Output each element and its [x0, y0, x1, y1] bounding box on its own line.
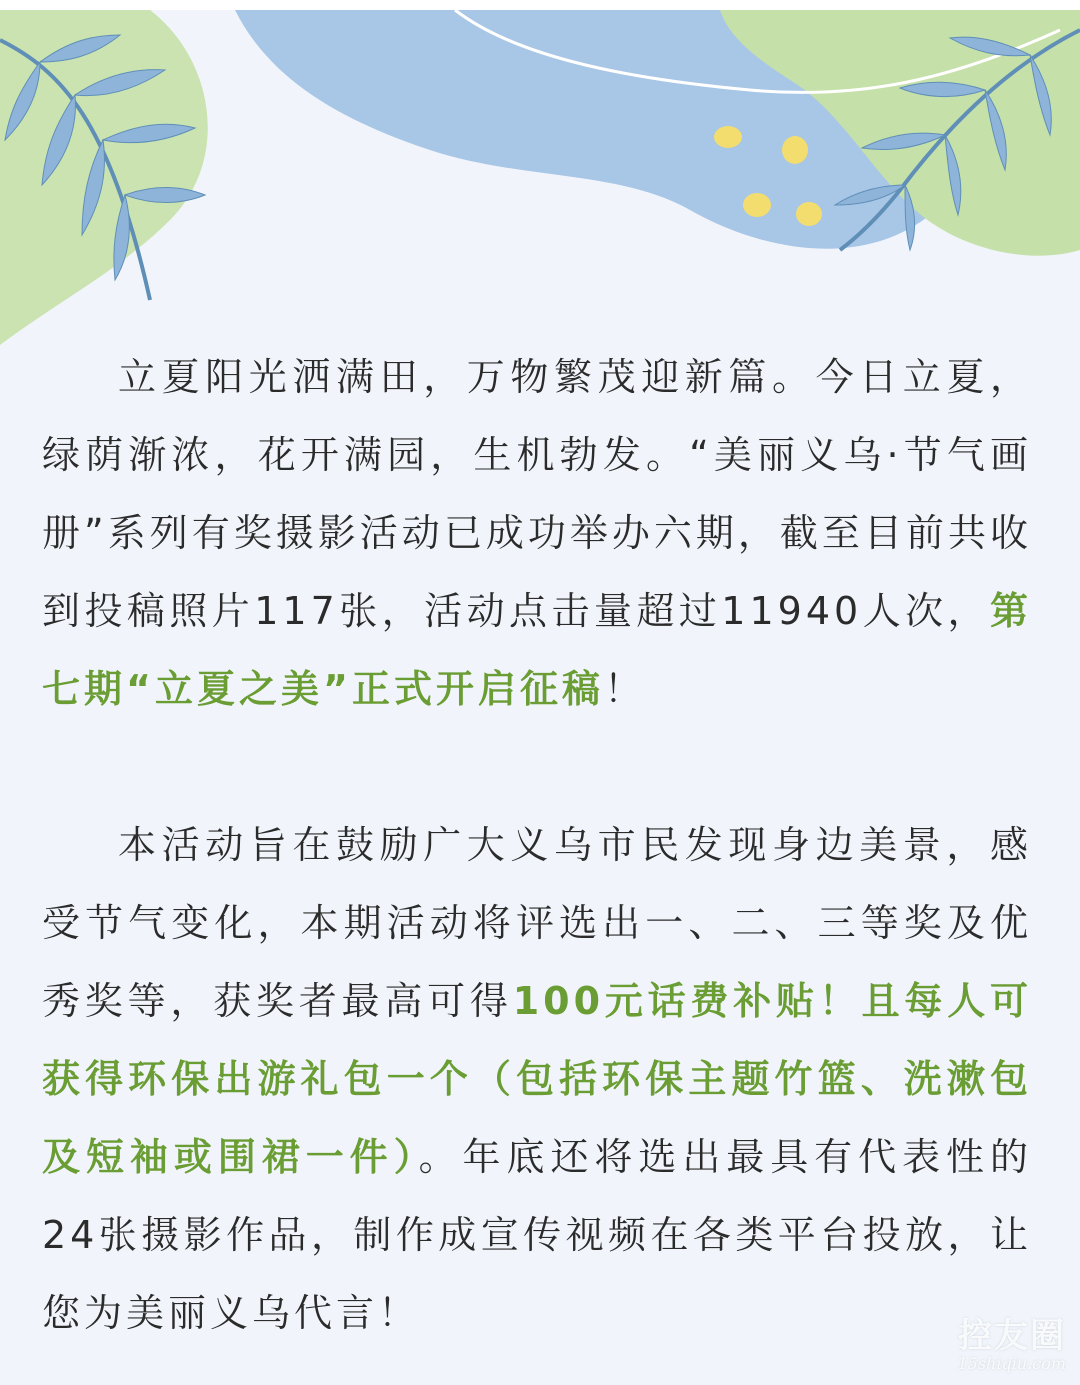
article-body: [42, 338, 1032, 1352]
watermark-url: 15shiqiu.com: [957, 1354, 1066, 1373]
yellow-dot-icon: [714, 126, 742, 148]
watermark-logo-text: 控友圈: [958, 1316, 1066, 1356]
yellow-dot-icon: [743, 193, 771, 217]
paragraph-text: 本活动旨在鼓励广大义乌市民发现身边美景，感受节气变化，本期活动将评选出一、二、三等奖及优秀奖等，获奖者最高可得: [42, 823, 1032, 1023]
watermark: [957, 1317, 1066, 1373]
decorative-banner: [0, 0, 1080, 345]
paragraph-intro: [42, 338, 1032, 728]
highlight-text: 第七期“立夏之美”正式开启征稿: [42, 589, 1032, 711]
yellow-dot-icon: [796, 202, 822, 226]
highlight-text: 100元话费补贴！且每人可获得环保出游礼包一个（包括环保主题竹篮、洗漱包及短袖或围裙一件）: [42, 979, 1032, 1179]
paragraph-text: 立夏阳光洒满田，万物繁茂迎新篇。今日立夏，绿荫渐浓，花开满园，生机勃发。“美丽义乌·节气画册”系列有奖摄影活动已成功举办六期，截至目前共收到投稿照片117张，活动点击量超过11940人次，: [42, 355, 1032, 633]
paragraph-text: ！: [603, 667, 646, 711]
paragraph-text: 。年底还将选出最具有代表性的24张摄影作品，制作成宣传视频在各类平台投放，让您为美丽义乌代言！: [42, 1135, 1032, 1335]
yellow-dot-icon: [782, 136, 808, 164]
paragraph-details: [42, 806, 1032, 1352]
